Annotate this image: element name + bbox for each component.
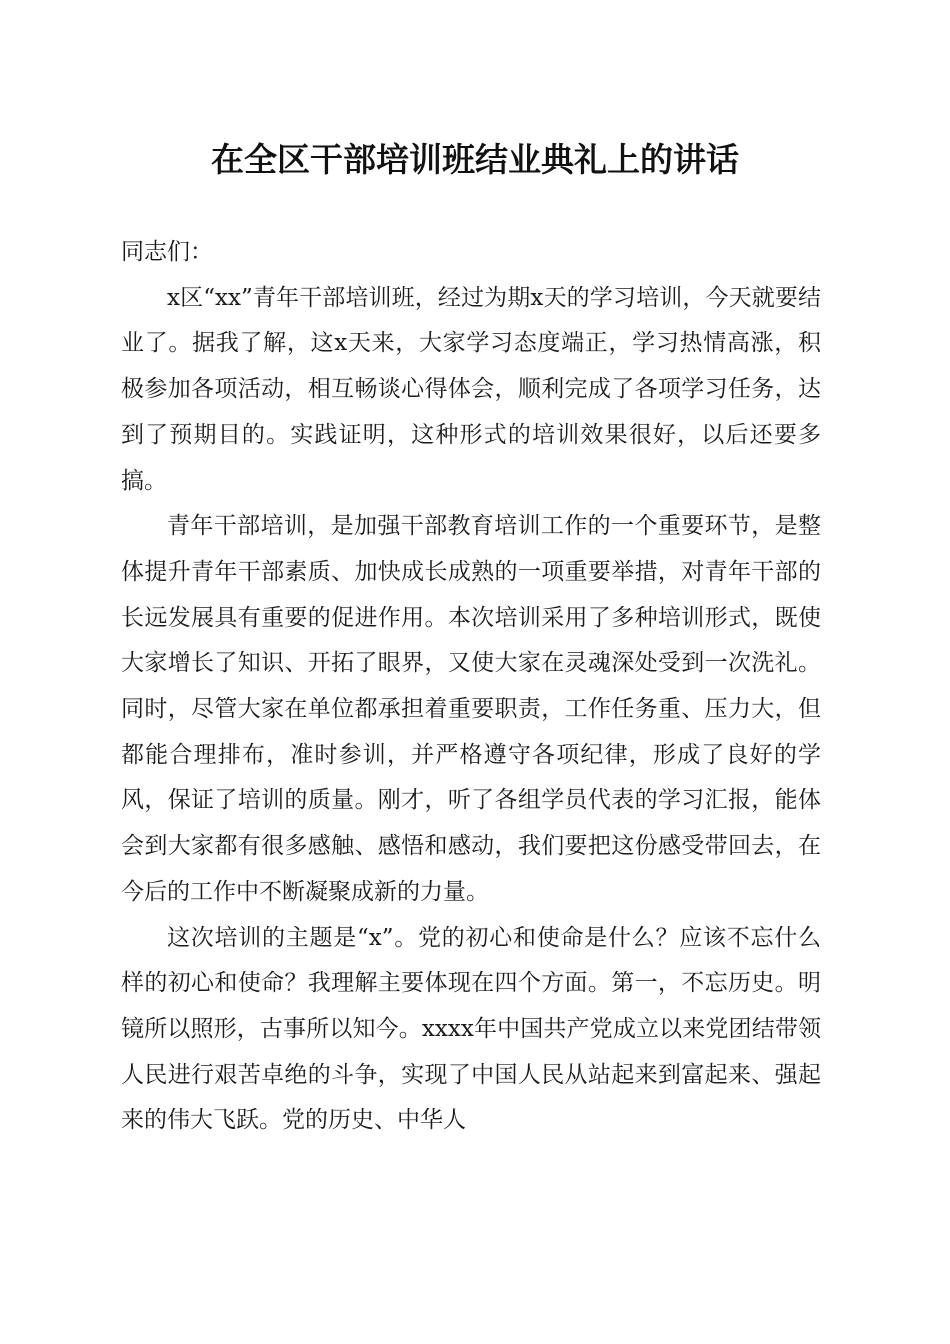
- paragraph-2: 青年干部培训，是加强干部教育培训工作的一个重要环节，是整体提升青年干部素质、加快成长成熟的一项重要举措，对青年干部的长远发展具有重要的促进作用。本次培训采用了多种培训形式，既使大家增长了知识、开拓了眼界，又使大家在灵魂深处受到一次洗礼。同时，尽管大家在单位都承担着重要职责，工作任务重、压力大，但都能合理排布，准时参训，并严格遵守各项纪律，形成了良好的学风，保证了培训的质量。刚才，听了各组学员代表的学习汇报，能体会到大家都有很多感触、感悟和感动，我们要把这份感受带回去，在今后的工作中不断凝聚成新的力量。: [121, 513, 821, 905]
- paragraph-3: 这次培训的主题是“x”。党的初心和使命是什么？应该不忘什么样的初心和使命？我理解主要体现在四个方面。第一，不忘历史。明镜所以照形，古事所以知今。xxxx年中国共产党成立以来党团结带领人民进行艰苦卓绝的斗争，实现了中国人民从站起来到富起来、强起来的伟大飞跃。党的历史、中华人: [121, 924, 821, 1134]
- document-title: 在全区干部培训班结业典礼上的讲话: [211, 140, 739, 179]
- document-body: [121, 230, 821, 1144]
- paragraph-1: x区“xx”青年干部培训班，经过为期x天的学习培训，今天就要结业了。据我了解，这x天来，大家学习态度端正，学习热情高涨，积极参加各项活动，相互畅谈心得体会，顺利完成了各项学习任务，达到了预期目的。实践证明，这种形式的培训效果很好，以后还要多搞。: [121, 284, 821, 494]
- salutation: 同志们：: [121, 239, 213, 265]
